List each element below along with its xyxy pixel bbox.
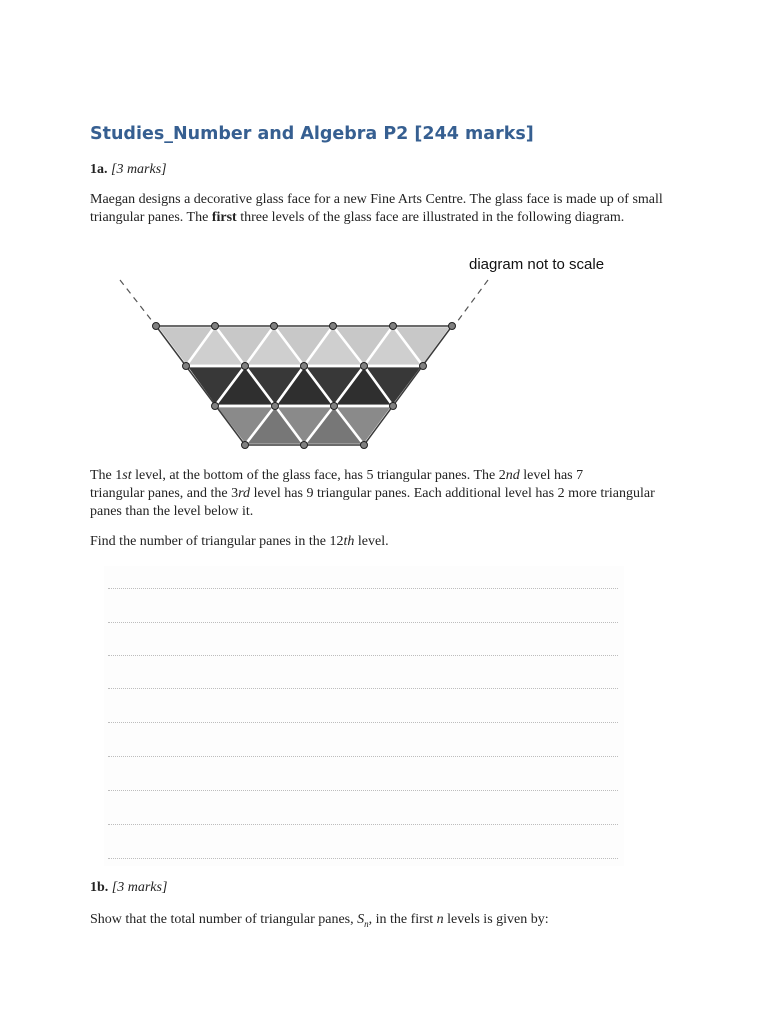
question-marks: [3 marks] — [111, 162, 167, 177]
diagram-note: diagram not to scale — [469, 256, 605, 273]
page-title: Studies_Number and Algebra P2 [244 marks] — [90, 124, 534, 144]
answer-line — [108, 688, 618, 689]
answer-area[interactable] — [104, 566, 624, 866]
answer-line — [108, 655, 618, 656]
intro-paragraph: Maegan designs a decorative glass face for a new Fine Arts Centre. The glass face is made up of small triangular panes. The first three levels of the glass face are illustrated in the following diagram. — [90, 192, 663, 226]
glass-face-diagram — [110, 270, 490, 452]
question-number: 1b. — [90, 880, 109, 895]
question-marks: [3 marks] — [111, 880, 168, 895]
question-number: 1a. — [90, 162, 108, 177]
levels-paragraph: The 1st level, at the bottom of the glass face, has 5 triangular panes. The 2nd level has 7 triangular panes, and the 3rd level has 9 triangular panes. Each additional level has 2 more triangular panes than the level below it. — [90, 468, 655, 520]
question-1b-header — [90, 880, 167, 896]
show-question: Show that the total number of triangular panes, $S_n$, in the first n levels is given by: — [90, 912, 549, 929]
answer-line — [108, 790, 618, 791]
answer-line — [108, 622, 618, 623]
answer-line — [108, 858, 618, 859]
answer-line — [108, 722, 618, 723]
answer-line — [108, 756, 618, 757]
question-1a-header — [90, 162, 167, 178]
find-question: Find the number of triangular panes in the 12th level. — [90, 534, 389, 549]
answer-line — [108, 588, 618, 589]
answer-line — [108, 824, 618, 825]
